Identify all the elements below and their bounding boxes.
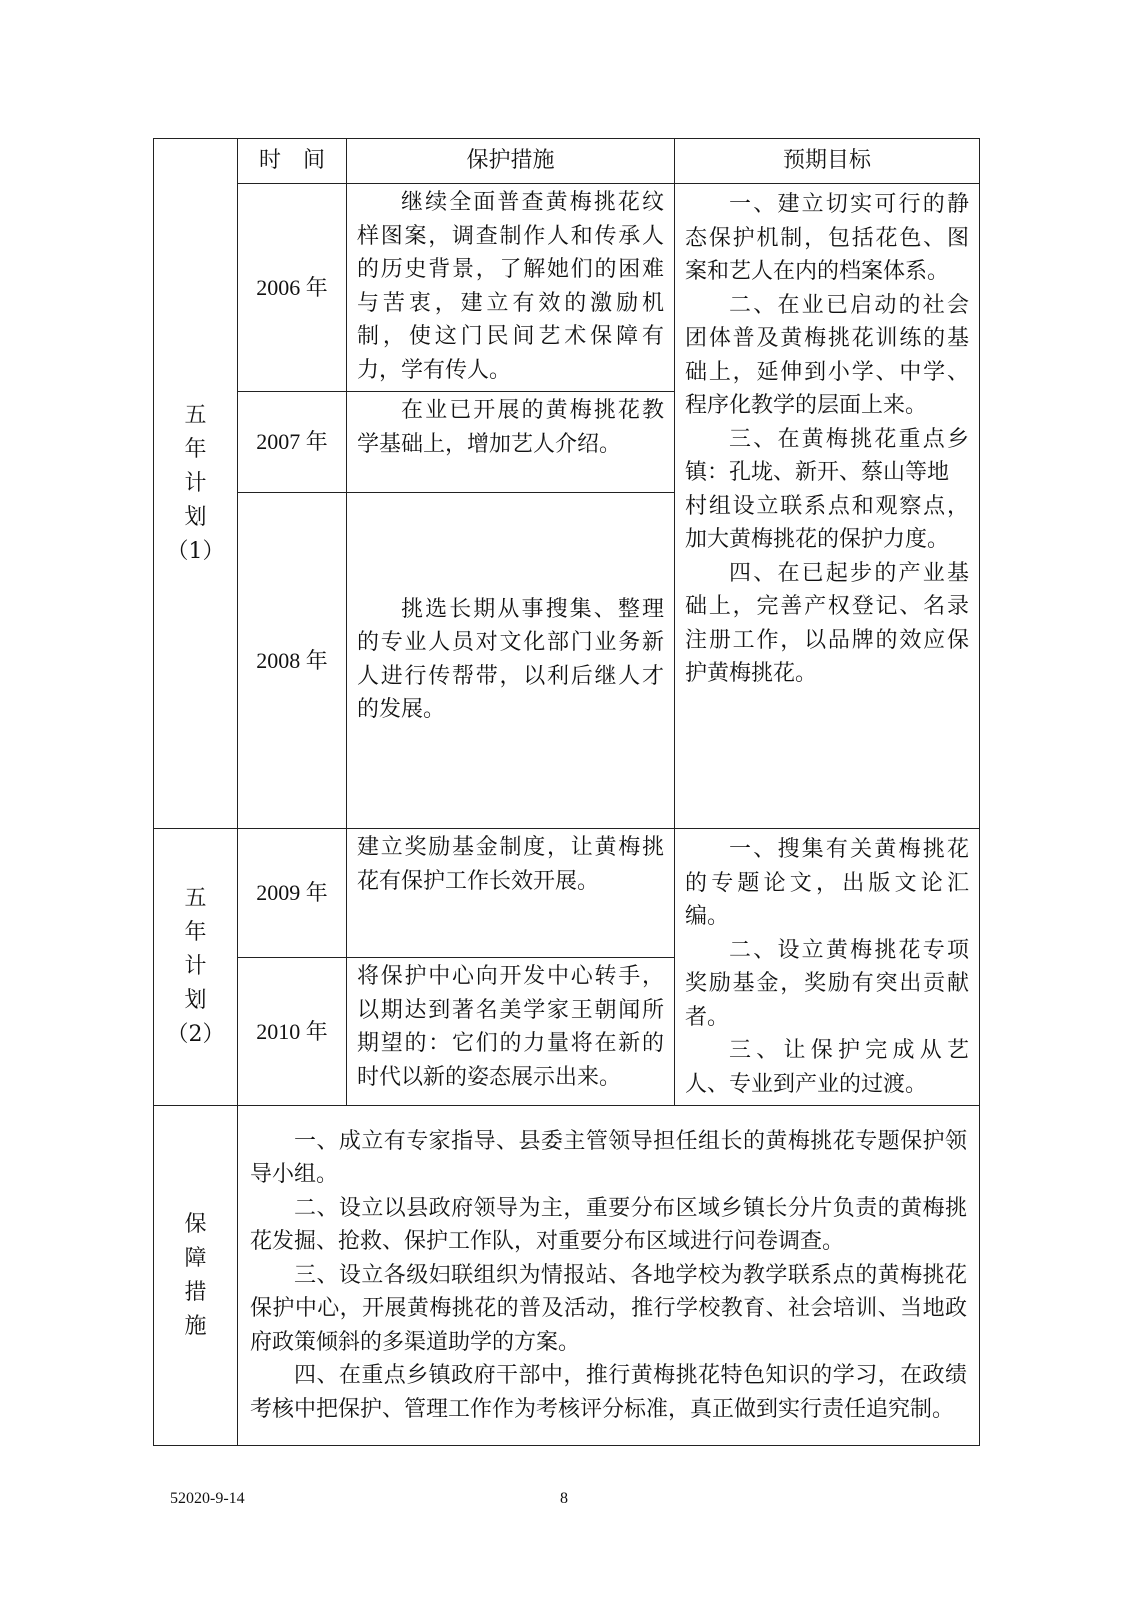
measure-cell [347,958,675,1106]
goal-item: 三、让保护完成从艺人、专业到产业的过渡。 [685,1038,969,1097]
guarantee-label-char: 施 [184,1313,207,1339]
header-measures: 保护措施 [347,139,675,184]
plan1-goals-cell [675,184,980,829]
document-code: 52020-9-14 [170,1490,245,1507]
plan2-label [154,829,238,1106]
goal-item: 一、建立切实可行的静态保护机制，包括花色、图案和艺人在内的档案体系。 [685,192,969,284]
plan2-goals-cell [675,829,980,1106]
table-row [154,829,980,958]
guarantee-item: 一、成立有专家指导、县委主管领导担任组长的黄梅挑花专题保护领导小组。 [250,1128,967,1188]
guarantee-cell [238,1106,980,1446]
year-cell: 2009 年 [238,829,347,958]
measure-text: 建立奖励基金制度，让黄梅挑花有保护工作长效开展。 [357,835,664,894]
guarantee-label-char: 保 [184,1211,207,1237]
plan1-label-char: 计 [184,470,207,496]
plan2-label-char: （2） [166,1022,225,1047]
measure-text: 在业已开展的黄梅挑花教学基础上，增加艺人介绍。 [357,398,664,457]
goal-item: 三、在黄梅挑花重点乡镇：孔垅、新开、蔡山等地 [685,426,969,485]
guarantee-label-char: 障 [184,1245,207,1271]
plan1-label-char: 年 [184,436,207,462]
goal-item: 二、在业已启动的社会团体普及黄梅挑花训练的基础上，延伸到小学、中学、程序化教学的层面上来。 [685,292,969,418]
table-header-row [154,139,980,184]
year-cell: 2007 年 [238,392,347,493]
header-goals: 预期目标 [675,139,980,184]
measure-cell [347,493,675,829]
guarantee-label-char: 措 [184,1279,207,1305]
measure-text: 继续全面普查黄梅挑花纹样图案，调查制作人和传承人的历史背景，了解她们的困难与苦衷，建立有效的激励机制，使这门民间艺术保障有力，学有传人。 [357,190,664,383]
goal-item: 村组设立联系点和观察点，加大黄梅挑花的保护力度。 [685,493,969,552]
header-time: 时 间 [238,139,347,184]
plan1-label-char: 划 [184,504,207,530]
goal-item: 二、设立黄梅挑花专项奖励基金，奖励有突出贡献者。 [685,937,969,1030]
year-cell: 2006 年 [238,184,347,392]
plan1-label-char: 五 [184,402,207,428]
guarantee-item: 二、设立以县政府领导为主，重要分布区域乡镇长分片负责的黄梅挑花发掘、抢救、保护工作队，对重要分布区域进行问卷调查。 [250,1195,967,1255]
measure-cell [347,392,675,493]
plan2-label-char: 计 [184,954,207,979]
plan2-label-char: 划 [184,988,207,1013]
plan1-label-char: （1） [166,538,225,564]
guarantee-label [154,1106,238,1446]
plan1-label [154,139,238,829]
measure-text: 将保护中心向开发中心转手，以期达到著名美学家王朝闻所期望的：它们的力量将在新的时代以新的姿态展示出来。 [357,964,664,1090]
year-cell: 2010 年 [238,958,347,1106]
goal-item: 四、在已起步的产业基础上，完善产权登记、名录注册工作，以品牌的效应保护黄梅挑花。 [685,560,969,686]
guarantee-item: 三、设立各级妇联组织为情报站、各地学校为教学联系点的黄梅挑花保护中心，开展黄梅挑花的普及活动，推行学校教育、社会培训、当地政府政策倾斜的多渠道助学的方案。 [250,1262,967,1355]
year-cell: 2008 年 [238,493,347,829]
protection-plan-table [153,138,980,1446]
plan2-label-char: 五 [184,886,207,911]
guarantee-item: 四、在重点乡镇政府干部中，推行黄梅挑花特色知识的学习，在政绩考核中把保护、管理工作作为考核评分标准，真正做到实行责任追究制。 [250,1363,967,1422]
plan2-label-char: 年 [184,920,207,945]
table-row [154,184,980,392]
goal-item: 一、搜集有关黄梅挑花的专题论文，出版文论汇编。 [685,837,969,929]
measure-cell [347,829,675,958]
measure-text: 挑选长期从事搜集、整理的专业人员对文化部门业务新人进行传帮带，以利后继人才的发展。 [357,596,664,722]
measure-cell [347,184,675,392]
page-number: 8 [560,1490,568,1507]
table-row [154,1106,980,1446]
